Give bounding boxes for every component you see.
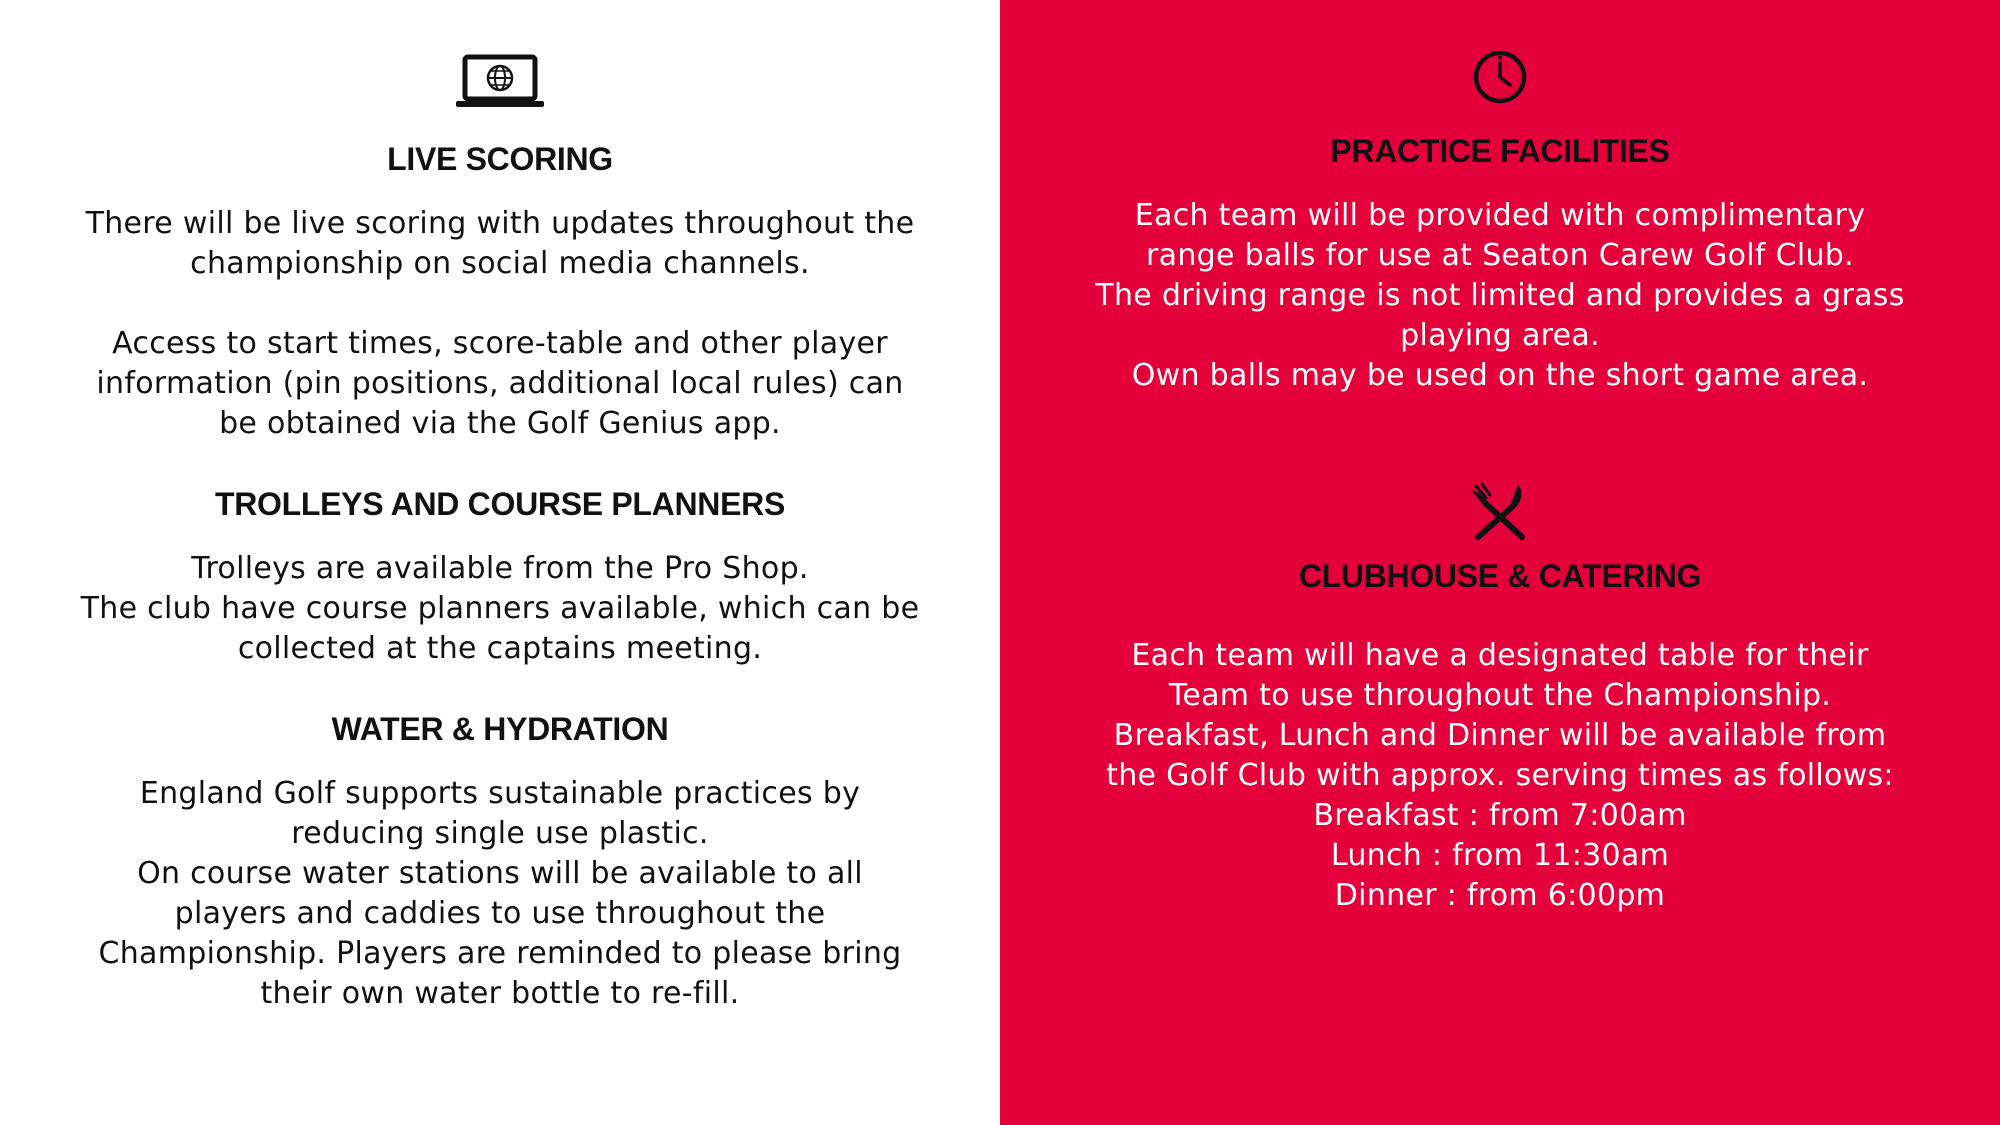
text-line: Own balls may be used on the short game area.: [1131, 358, 1869, 393]
text-line: playing area.: [1400, 318, 1600, 353]
live-scoring-heading: LIVE SCORING: [387, 141, 613, 177]
laptop-globe-icon: [454, 54, 546, 110]
text-line: Team to use throughout the Championship.: [1168, 678, 1832, 713]
trolleys-text: [40, 549, 960, 669]
text-line: players and caddies to use throughout the: [174, 896, 826, 931]
text-line: reducing single use plastic.: [291, 816, 709, 851]
text-line: Dinner : from 6:00pm: [1334, 878, 1666, 913]
text-line: Breakfast, Lunch and Dinner will be available from: [1113, 718, 1887, 753]
text-line: The driving range is not limited and provides a grass: [1095, 278, 1905, 313]
text-line: [40, 284, 960, 324]
clubhouse-heading: CLUBHOUSE & CATERING: [1298, 558, 1702, 594]
text-line: range balls for use at Seaton Carew Golf Club.: [1146, 238, 1854, 273]
text-line: Access to start times, score-table and other player: [112, 326, 888, 361]
text-line: the Golf Club with approx. serving times as follows:: [1106, 758, 1894, 793]
practice-heading: PRACTICE FACILITIES: [1330, 133, 1670, 169]
water-text: [40, 774, 960, 1014]
fork-knife-icon: [1472, 482, 1528, 540]
text-line: Trolleys are available from the Pro Shop.: [191, 551, 809, 586]
text-line: Each team will have a designated table for their: [1131, 638, 1869, 673]
practice-text: [1040, 196, 1960, 396]
clock-icon: [1473, 50, 1527, 104]
text-line: championship on social media channels.: [190, 246, 810, 281]
clubhouse-text: [1040, 636, 1960, 916]
text-line: Championship. Players are reminded to please bring: [98, 936, 902, 971]
text-line: There will be live scoring with updates throughout the: [85, 206, 915, 241]
text-line: England Golf supports sustainable practices by: [139, 776, 861, 811]
text-line: information (pin positions, additional local rules) can: [96, 366, 904, 401]
trolleys-heading: TROLLEYS AND COURSE PLANNERS: [214, 486, 785, 522]
text-line: Lunch : from 11:30am: [1330, 838, 1670, 873]
text-line: The club have course planners available, which can be: [80, 591, 920, 626]
text-line: Breakfast : from 7:00am: [1313, 798, 1687, 833]
text-line: be obtained via the Golf Genius app.: [219, 406, 781, 441]
water-heading: WATER & HYDRATION: [331, 711, 669, 747]
text-line: On course water stations will be available to all: [137, 856, 863, 891]
text-line: Each team will be provided with complimentary: [1134, 198, 1866, 233]
text-line: their own water bottle to re-fill.: [260, 976, 740, 1011]
live-scoring-text: [40, 204, 960, 444]
right-panel: [1000, 0, 2000, 1125]
text-line: collected at the captains meeting.: [237, 631, 763, 666]
